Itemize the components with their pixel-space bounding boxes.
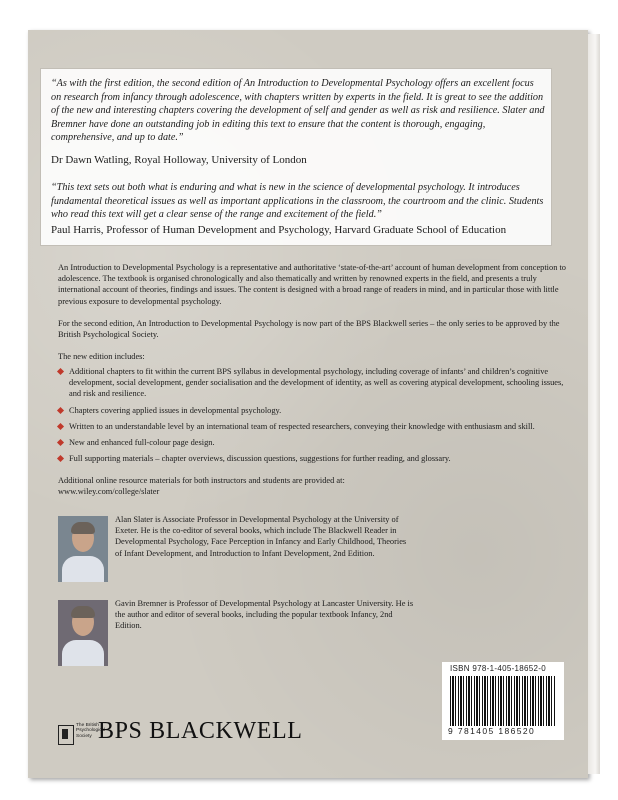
publisher-logo: BPS BLACKWELL [98, 718, 303, 744]
description-paragraph-1: An Introduction to Developmental Psychology is a representative and authoritative ‘state-of-the-art’ account of human development from conception to adolescence. The textbook is organised chronologically and also thematically and written by renowned experts in the field, and presents a truly international account of theories, findings and issues. The content is designed with a broad range of readers in mind, and in particular those with little previous exposure to developmental psychology. [58, 263, 566, 306]
isbn-barcode [442, 662, 564, 740]
feature-item: New and enhanced full-colour page design. [58, 437, 566, 448]
feature-item: Full supporting materials – chapter overviews, discussion questions, suggestions for further reading, and glossary. [58, 453, 566, 464]
barcode-number: 9 781405 186520 [448, 726, 536, 736]
feature-item: Chapters covering applied issues in developmental psychology. [58, 405, 566, 416]
endorsement-quote-2: “This text sets out both what is enduring and what is new in the science of developmental psychology. It introduces fundamental theoretical issues as well as important applications in the classroom, the courtroom and the clinic. Students who read this text will get a clear sense of the range and excitement of the field.” [51, 182, 544, 221]
barcode-bars [450, 676, 556, 726]
bullet-icon [57, 455, 64, 462]
endorsement-attribution-1: Dr Dawn Watling, Royal Holloway, University of London [51, 154, 307, 166]
endorsement-box [40, 68, 552, 246]
online-resources [58, 475, 566, 497]
description-paragraph-2: For the second edition, An Introduction to Developmental Psychology is now part of the BPS Blackwell series – the only series to be approved by the British Psychological Society. [58, 319, 560, 340]
author-photo-bremner [58, 600, 108, 666]
feature-item: Additional chapters to fit within the current BPS syllabus in developmental psychology, including coverage of infants’ and children’s cognitive development, social development, gender socialisation and the development of identity, as well as covering atypical development, schooling issues, and risk and resilience. [58, 366, 566, 400]
feature-list [58, 366, 566, 469]
endorsement-quote-1: “As with the first edition, the second edition of An Introduction to Developmental Psychology offers an excellent focus on research from infancy through adolescence, with chapters written by experts in the field. It is great to see the addition of the new and interesting chapters covering the development of self and gender as well as risk and resilience. Slater and Bremner have done an outstanding job in editing this text to ensure that the content is thorough, engaging, comprehensive, and up to date.” [51, 78, 545, 144]
feature-item: Written to an understandable level by an international team of respected researchers, conveying their knowledge with enthusiasm and skill. [58, 421, 566, 432]
bullet-icon [57, 423, 64, 430]
author-photo-slater [58, 516, 108, 582]
new-edition-heading: The new edition includes: [58, 352, 145, 361]
endorsement-attribution-2: Paul Harris, Professor of Human Development and Psychology, Harvard Graduate School of Education [51, 224, 507, 236]
author-bio-slater: Alan Slater is Associate Professor in Developmental Psychology at the University of Exeter. He is the co-editor of several books, which include The Blackwell Reader in Developmental Psychology, Face Perception in Infancy and Early Childhood, Theories of Infant Development, and Introduction to Infant Development, 2nd Edition. [115, 515, 407, 558]
bullet-icon [57, 407, 64, 414]
isbn-label: ISBN 978-1-405-18652-0 [450, 664, 546, 673]
bullet-icon [57, 439, 64, 446]
resource-url-link[interactable]: www.wiley.com/college/slater [58, 487, 160, 497]
bullet-icon [57, 368, 64, 375]
society-name: The British Psychological Society [76, 723, 106, 739]
online-resources-text: Additional online resource materials for both instructors and students are provided at: [58, 476, 345, 485]
author-bio-bremner: Gavin Bremner is Professor of Developmental Psychology at Lancaster University. He is the author and editor of several books, including the popular textbook Infancy, 2nd Edition. [115, 599, 414, 631]
bps-emblem-icon [58, 725, 74, 745]
page-edge [588, 34, 600, 774]
